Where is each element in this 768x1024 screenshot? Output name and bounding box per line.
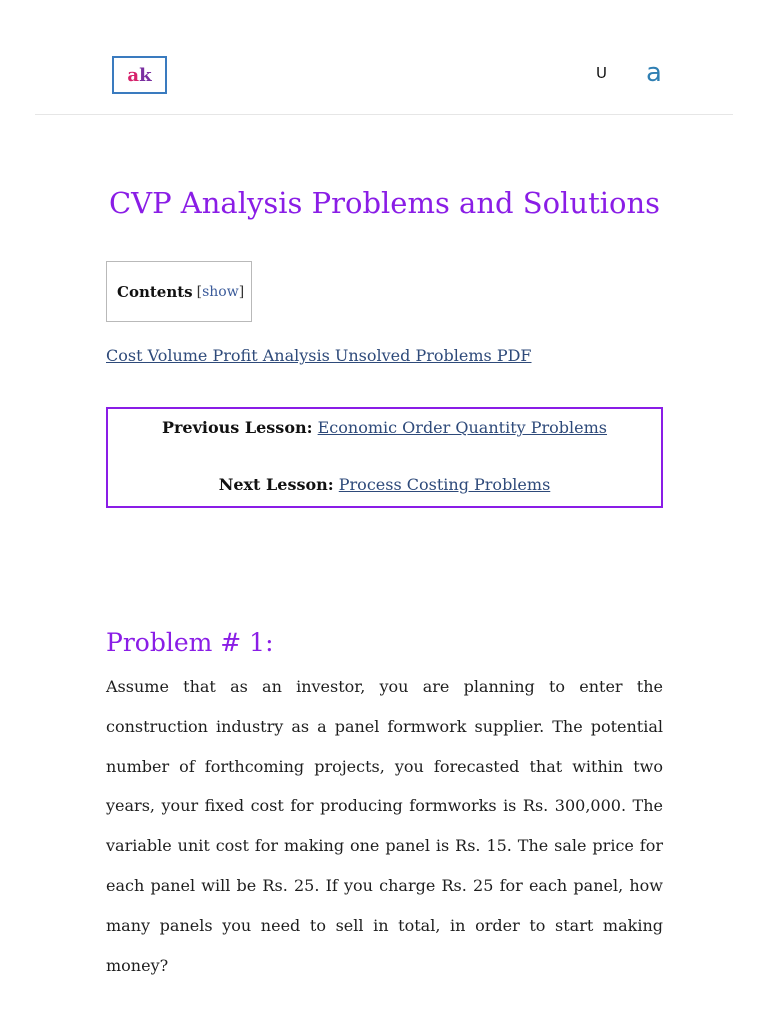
logo-letter-k: k (139, 64, 152, 86)
site-header (0, 0, 768, 116)
problem-1-heading: Problem # 1: (106, 628, 274, 657)
problem-1-text: Assume that as an investor, you are planning to enter the construction industry as a panel formwork supplier. The potential number of forthcoming projects, you forecasted that within two years, your fixed cost for producing formworks is Rs. 300,000. The variable unit cost for making one panel is Rs. 15. The sale price for each panel will be Rs. 25. If you charge Rs. 25 for each panel, how many panels you need to sell in total, in order to start making money? (106, 677, 663, 975)
logo-letter-a: a (127, 64, 140, 86)
unsolved-problems-pdf-link[interactable]: Cost Volume Profit Analysis Unsolved Problems PDF (106, 346, 532, 365)
header-divider (35, 114, 733, 115)
next-lesson-link[interactable]: Process Costing Problems (338, 475, 551, 494)
table-of-contents (106, 261, 252, 322)
toc-bracket-close: ] (238, 283, 245, 300)
toc-title: Contents (117, 282, 193, 301)
toc-bracket-open: [ (196, 283, 203, 300)
previous-lesson-label: Previous Lesson: (161, 418, 313, 437)
site-logo[interactable] (112, 56, 167, 94)
next-lesson-label: Next Lesson: (218, 475, 334, 494)
page-title: CVP Analysis Problems and Solutions (108, 186, 661, 220)
previous-lesson-row (108, 418, 661, 437)
lesson-navigation-box (106, 407, 663, 508)
toc-toggle (197, 284, 245, 300)
font-size-icon[interactable]: a (646, 58, 662, 88)
toc-show-link[interactable]: show (202, 283, 239, 300)
next-lesson-row (108, 475, 661, 494)
user-icon[interactable]: U (596, 64, 607, 82)
previous-lesson-link[interactable]: Economic Order Quantity Problems (317, 418, 608, 437)
